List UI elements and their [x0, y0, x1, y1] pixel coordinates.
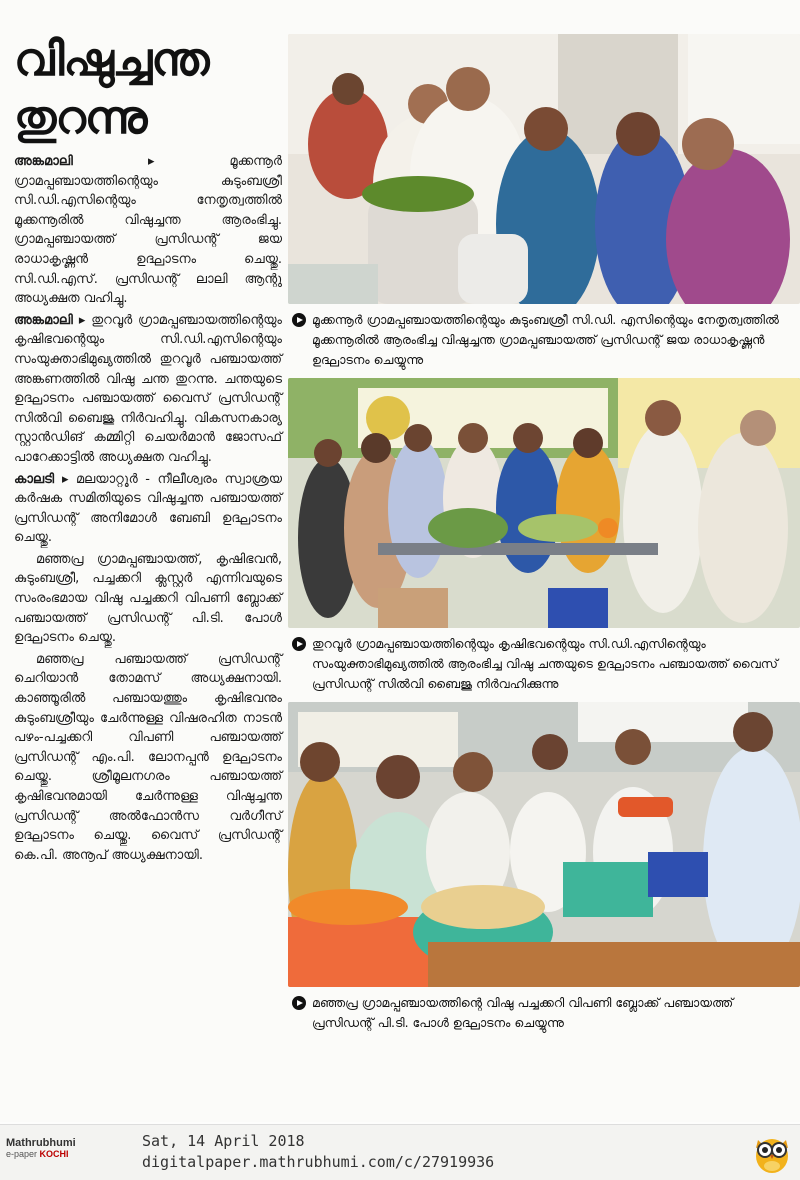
caption-text: മഞ്ഞപ്ര ഗ്രാമപ്പഞ്ചായത്തിന്റെ വിഷു പച്ചക്കറി വിപണി ബ്ലോക്ക് പഞ്ചായത്ത് പ്രസിഡന്റ് പി.ടി. പോൾ ഉദ്ഘാടനം ചെയ്യുന്നു — [312, 995, 734, 1030]
photo-column — [288, 34, 800, 1033]
article-text: മഞ്ഞപ്ര ഗ്രാമപ്പഞ്ചായത്ത്, കൃഷിഭവൻ, കുടുംബശ്രീ, പച്ചക്കറി ക്ലസ്റ്റർ എന്നിവയുടെ സംരംഭമായ വിഷു പച്ചക്കറി വിപണി ബ്ലോക്ക് പഞ്ചായത്ത് പ്രസിഡന്റ് പി.ടി. പോൾ ഉദ്ഘാടനം ചെയ്തു. — [14, 551, 282, 646]
edition-date: Sat, 14 April 2018 — [142, 1132, 305, 1150]
caption-text: തുറവൂർ ഗ്രാമപ്പഞ്ചായത്തിന്റെയും കൃഷിഭവന്റെയും സി.ഡി.എസിന്റെയും സംയുക്താഭിമുഖ്യത്തിൽ ആരംഭിച്ച വിഷു ചന്തയുടെ ഉദ്ഘാടനം പഞ്ചായത്ത് വൈസ് പ്രസിഡന്റ് സിൽവി ബൈജു നിർവഹിക്കുന്നു — [312, 636, 778, 691]
logo-epaper: e-paper — [6, 1149, 38, 1159]
article-paragraph-5 — [14, 650, 282, 866]
article-paragraph-3 — [14, 470, 282, 548]
article-paragraph-2 — [14, 311, 282, 468]
photo-caption-1 — [288, 304, 800, 370]
mathrubhumi-epaper-logo — [6, 1137, 134, 1169]
photo-vishu-market-manjapra — [288, 702, 800, 987]
article-column — [14, 30, 282, 867]
article-paragraph-1 — [14, 152, 282, 309]
article-text: മഞ്ഞപ്ര പഞ്ചായത്ത് പ്രസിഡന്റ് ചെറിയാൻ തോമസ് അധ്യക്ഷനായി. കാഞ്ഞൂരിൽ പഞ്ചായത്തും കൃഷിഭവനും കുടുംബശ്രീയും ചേർന്നുള്ള വിഷരഹിത നാടൻ പഴം-പച്ചക്കറി വിപണി പഞ്ചായത്ത് പ്രസിഡന്റ് എം.പി. ലോനപ്പൻ ഉദ്ഘാടനം ചെയ്തു. ശ്രീമൂലനഗരം പഞ്ചായത്ത് കൃഷിഭവനുമായി ചേർന്നുള്ള വിഷുച്ചന്ത പ്രസിഡന്റ് അൽഫോൻസ വർഗീസ് ഉദ്ഘാടനം ചെയ്തു. വൈസ് പ്രസിഡന്റ് കെ.പി. അനൂപ് അധ്യക്ഷനായി. — [14, 651, 282, 863]
article-text: മലയാറ്റൂർ - നീലീശ്വരം സ്വാശ്രയ കർഷക സമിതിയുടെ വിഷുച്ചന്ത പഞ്ചായത്ത് പ്രസിഡന്റ് അനിമോൾ ബേബി ഉദ്ഘാടനം ചെയ്തു. — [14, 471, 283, 546]
caption-text: മൂക്കന്നൂർ ഗ്രാമപ്പഞ്ചായത്തിന്റെയും കുടുംബശ്രീ സി.ഡി. എസിന്റെയും നേതൃത്വത്തിൽ മൂക്കന്നൂരിൽ ആരംഭിച്ച വിഷുച്ചന്ത ഗ്രാമപ്പഞ്ചായത്ത് പ്രസിഡന്റ് ജയ രാധാകൃഷ്ണൻ ഉദ്ഘാടനം ചെയ്യുന്നു — [312, 312, 779, 367]
dateline: അങ്കമാലി ▸ — [14, 312, 86, 328]
epaper-footer — [0, 1124, 800, 1180]
logo-brand: Mathrubhumi — [6, 1137, 76, 1149]
play-bullet-icon — [292, 996, 306, 1010]
photo-vishu-market-thuravoor — [288, 378, 800, 628]
footer-info — [142, 1131, 494, 1173]
owl-mascot-icon — [752, 1130, 792, 1174]
play-bullet-icon — [292, 637, 306, 651]
article-text: തുറവൂർ ഗ്രാമപ്പഞ്ചായത്തിന്റെയും കൃഷിഭവന്റെയും സി.ഡി.എസിന്റെയും സംയുക്താഭിമുഖ്യത്തിൽ തുറവൂർ പഞ്ചായത്ത് അങ്കണത്തിൽ വിഷു ചന്ത തുറന്നു. ചന്തയുടെ ഉദ്ഘാടനം പഞ്ചായത്ത് വൈസ് പ്രസിഡന്റ് സിൽവി ബൈജു നിർവഹിച്ചു. വികസനകാര്യ സ്റ്റാൻഡിങ് കമ്മിറ്റി ചെയർമാൻ ജോസഫ് പാറേക്കാട്ടിൽ അധ്യക്ഷത വഹിച്ചു. — [14, 312, 282, 465]
page-url[interactable]: digitalpaper.mathrubhumi.com/c/27919936 — [142, 1153, 495, 1171]
headline: വിഷുച്ചന്ത തുറന്നു — [14, 32, 209, 144]
article-text: മൂക്കന്നൂർ ഗ്രാമപ്പഞ്ചായത്തിന്റെയും കുടുംബശ്രീ സി.ഡി.എസിന്റെയും നേതൃത്വത്തിൽ മൂക്കന്നൂരിൽ വിഷുച്ചന്ത ആരംഭിച്ചു. ഗ്രാമപ്പഞ്ചായത്ത് പ്രസിഡന്റ് ജയ രാധാകൃഷ്ണൻ ഉദ്ഘാടനം ചെയ്തു. സി.ഡി.എസ്. പ്രസിഡന്റ് ലാലി ആന്റു അധ്യക്ഷത വഹിച്ചു. — [14, 154, 282, 307]
dateline: കാലടി ▸ — [14, 471, 69, 487]
dateline: അങ്കമാലി ▸ — [14, 154, 155, 169]
logo-city: KOCHI — [39, 1149, 69, 1159]
article-paragraph-4 — [14, 550, 282, 648]
photo-vishu-market-mookkannur — [288, 34, 800, 304]
photo-caption-2 — [288, 628, 800, 694]
photo-caption-3 — [288, 987, 800, 1033]
play-bullet-icon — [292, 313, 306, 327]
logo-sub — [6, 1149, 134, 1159]
